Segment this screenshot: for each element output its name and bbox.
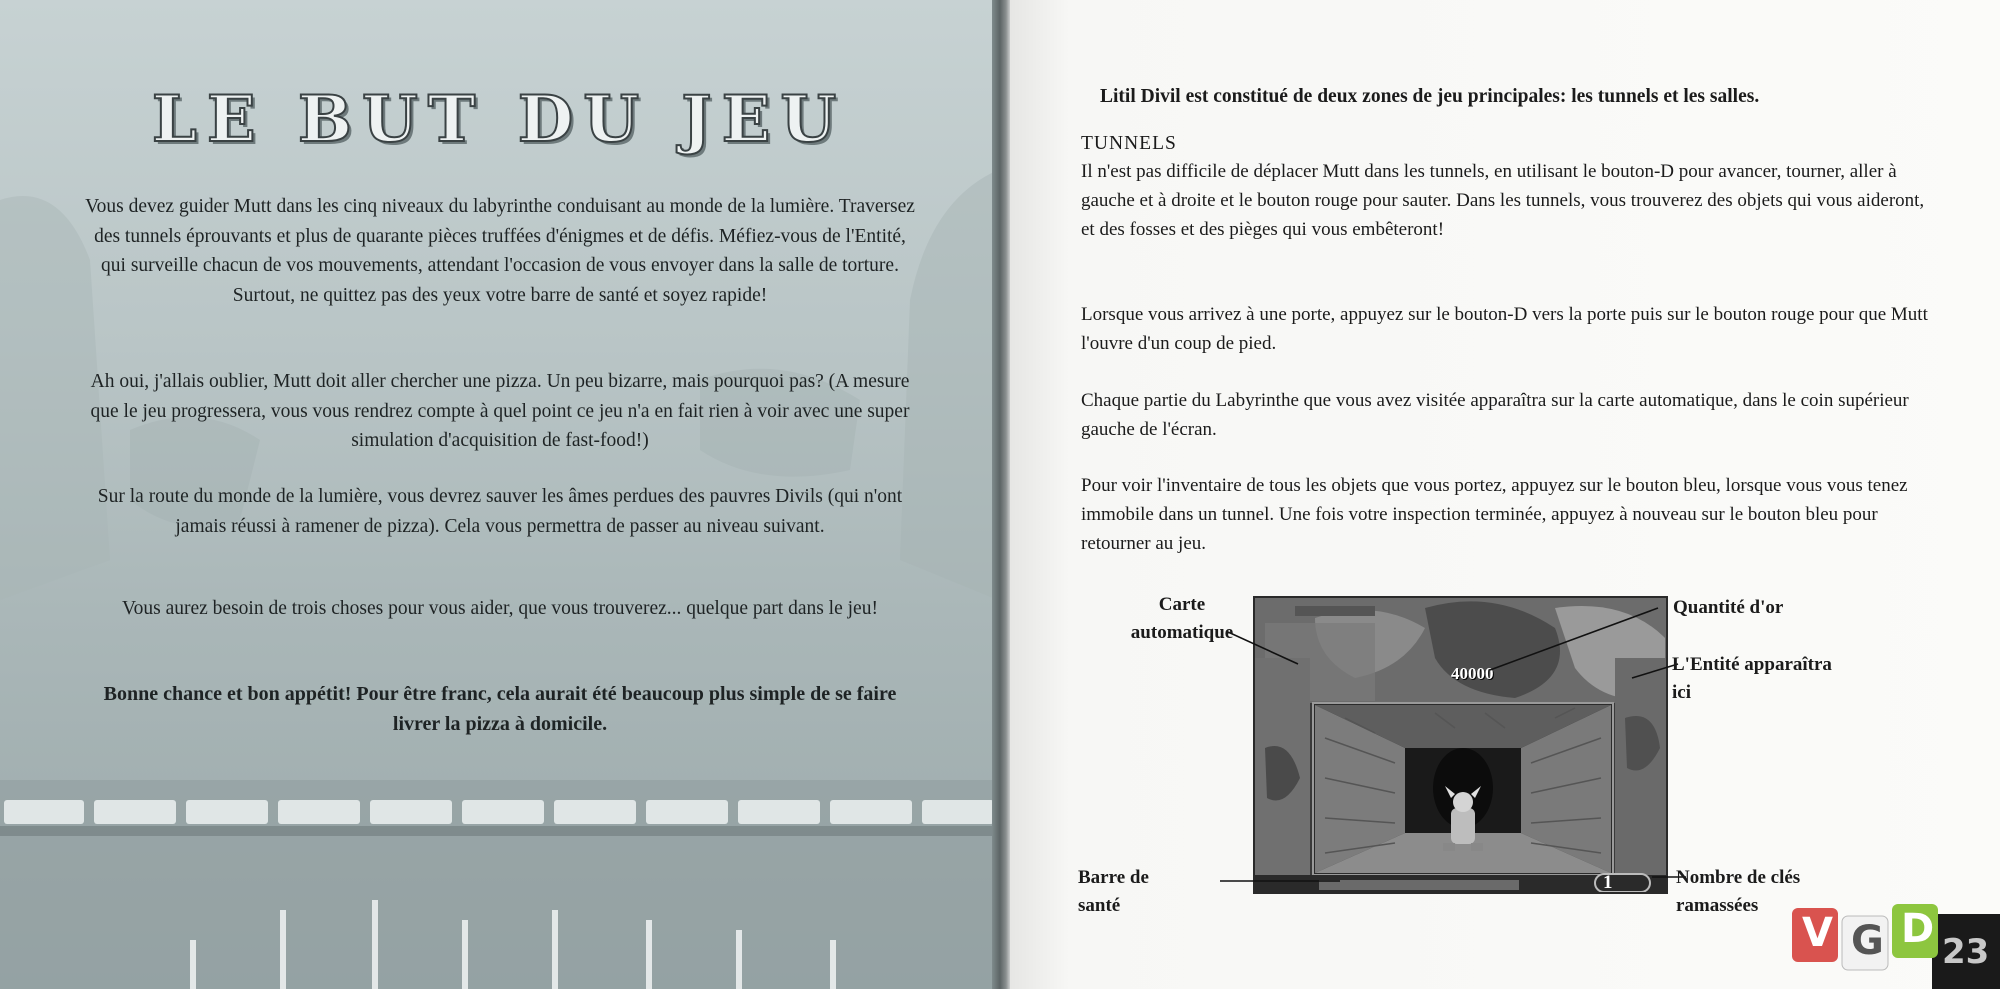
vgd-letter-v: V — [1802, 910, 1833, 956]
vgd-letter-d: D — [1901, 906, 1935, 952]
paragraph-door: Lorsque vous arrivez à une porte, appuyez sur le bouton-D vers la porte puis sur le bouton rouge pour que Mutt l'ouvre d'un coup de pied. — [1081, 304, 1928, 354]
gold-counter: 40000 — [1451, 664, 1494, 683]
keys-counter: 1 — [1603, 872, 1613, 893]
vgd-watermark — [1792, 902, 2000, 989]
label-health: Barre de santé — [1078, 867, 1149, 916]
paragraph-souls: Sur la route du monde de la lumière, vous devrez sauver les âmes perdues des pauvres Divils (qui n'ont jamais réussi à ramener de pizza). Cela vous permettra de passer au niveau suivant. — [97, 486, 903, 537]
paragraph-goal: Vous devez guider Mutt dans les cinq niveaux du labyrinthe conduisant au monde de la lumière. Traversez des tunnels éprouvants et plus de quarante pièces truffées d'énigmes et de défis. Méfiez-vous de l'Entité, qui surveille chacun de vos mouvements, attendant l'occasion de vous envoyer dans la salle de torture. Surtout, ne quittez pas des yeux votre barre de santé et soyez rapide! — [85, 196, 915, 306]
tunnel-scene-image — [1255, 598, 1668, 894]
label-gold: Quantité d'or — [1673, 597, 1784, 618]
paragraph-pizza: Ah oui, j'allais oublier, Mutt doit aller chercher une pizza. Un peu bizarre, mais pourquoi pas? (A mesure que le jeu progressera, vous vous rendrez compte à quel point ce jeu n'a en fait rien à voir avec une super simulation d'acquisition de fast-food!) — [90, 371, 910, 451]
paragraph-movement: Il n'est pas difficile de déplacer Mutt dans les tunnels, en utilisant le bouton-D pour avancer, tourner, aller à gauche et à droite et le bouton rouge pour sauter. Dans les tunnels, vous trouverez des objets qui vous aideront, et des fosses et des pièges qui vous embêteront! — [1081, 161, 1925, 240]
label-keys: Nombre de clés ramassées — [1676, 867, 1801, 916]
label-entity: L'Entité apparaîtra ici — [1672, 654, 1832, 703]
paragraph-three-things: Vous aurez besoin de trois choses pour vous aider, que vous trouverez... quelque part dans le jeu! — [122, 598, 878, 619]
vgd-letter-g: G — [1851, 918, 1884, 964]
paragraph-inventory: Pour voir l'inventaire de tous les objets que vous portez, appuyez sur le bouton bleu, lorsque vous vous tenez immobile dans un tunnel. Une fois votre inspection terminée, appuyez à nouveau sur le bouton bleu pour retourner au jeu. — [1081, 475, 1908, 554]
left-page — [0, 0, 998, 989]
book-gutter — [992, 0, 1012, 989]
label-map: Carte automatique — [1130, 594, 1234, 643]
section-heading: TUNNELS — [1081, 133, 1177, 154]
paragraph-map: Chaque partie du Labyrinthe que vous avez visitée apparaîtra sur la carte automatique, dans le coin supérieur gauche de l'écran. — [1081, 390, 1909, 440]
paragraph-good-luck: Bonne chance et bon appétit! Pour être franc, cela aurait été beaucoup plus simple de se faire livrer la pizza à domicile. — [103, 683, 897, 735]
right-page — [1010, 0, 2000, 989]
game-screenshot — [1253, 596, 1668, 894]
intro-text: Litil Divil est constitué de deux zones de jeu principales: les tunnels et les salles. — [1100, 86, 1760, 107]
page-number: 23 — [1942, 932, 1990, 972]
page-title: LE BUT DU JEU — [151, 82, 847, 157]
